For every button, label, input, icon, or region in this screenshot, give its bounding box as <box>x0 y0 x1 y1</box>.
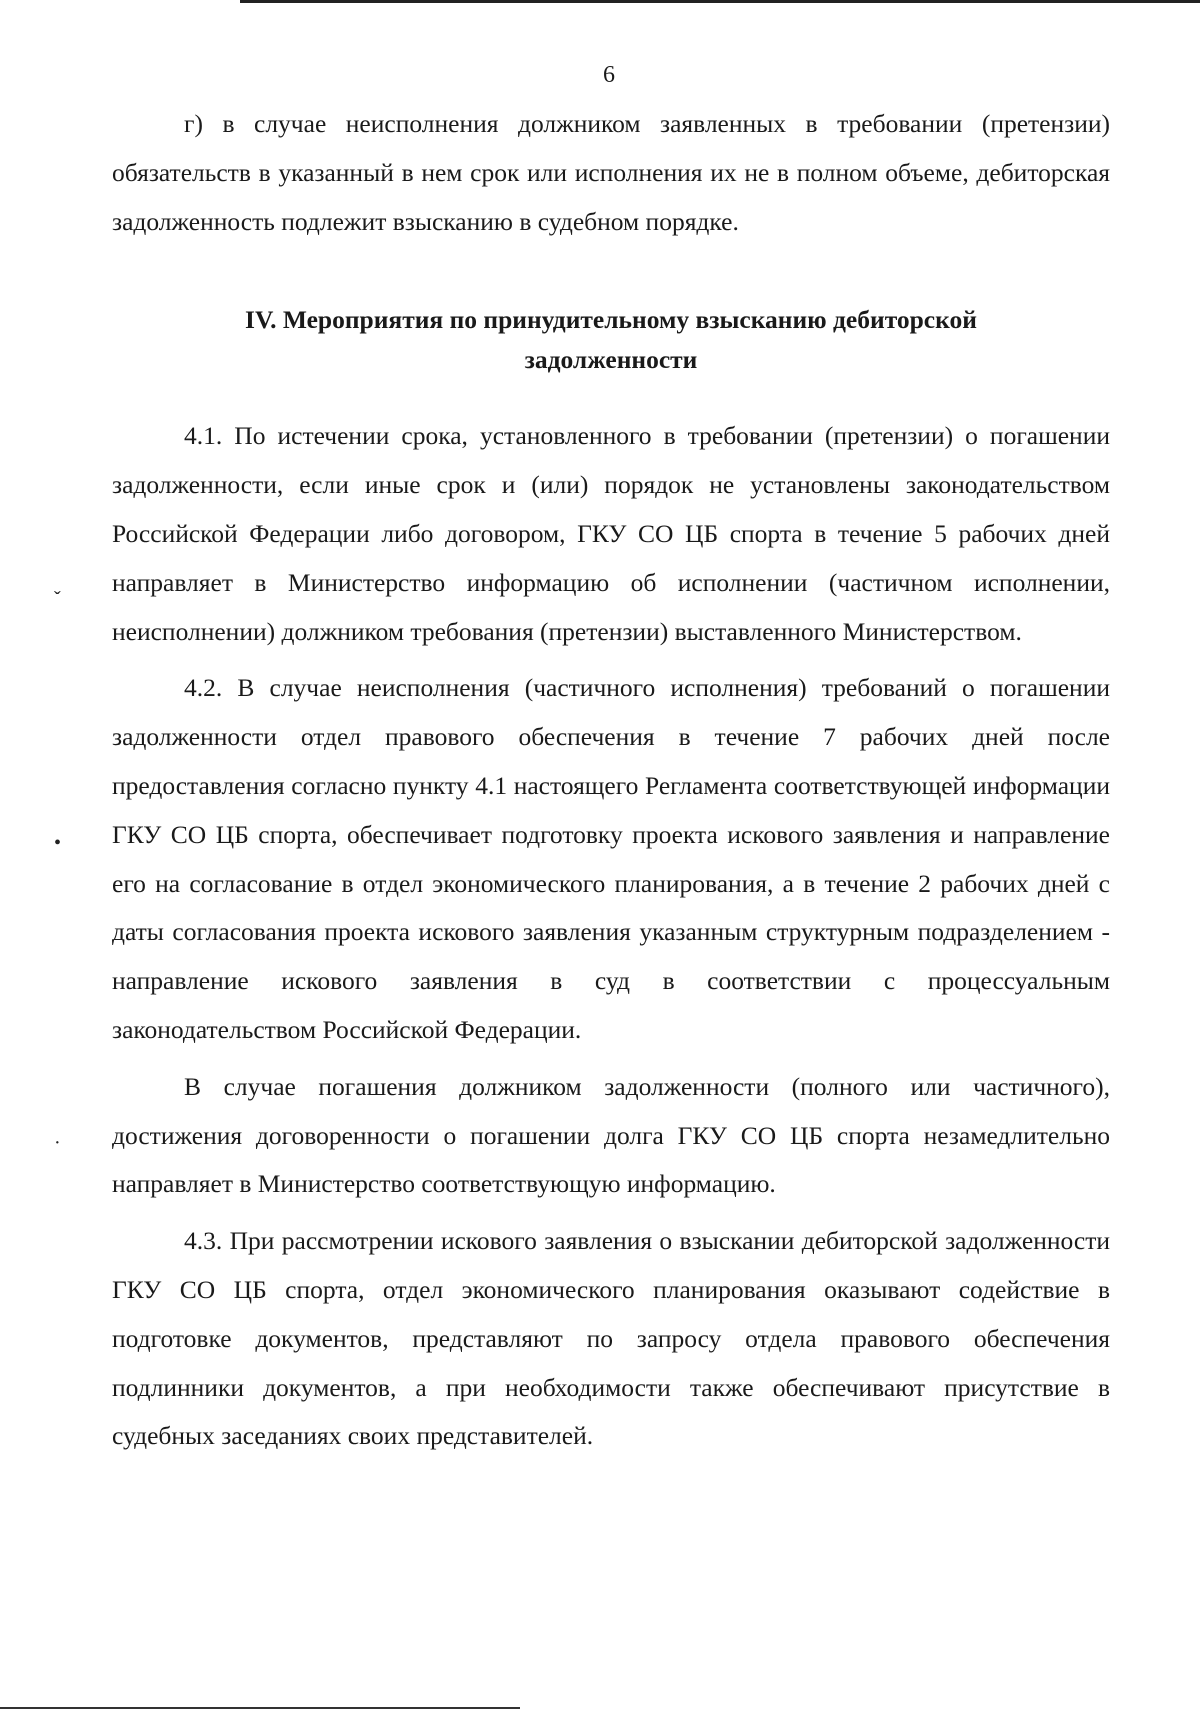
document-body <box>112 100 1110 1461</box>
page-number: 6 <box>603 62 615 88</box>
margin-mark: · <box>54 1132 61 1154</box>
paragraph-4-1: 4.1. По истечении срока, установленного в требовании (претензии) о погашении задолженности, если иные срок и (или) порядок не установлены законодательством Российской Федерации либо договором, ГКУ СО ЦБ спорта в течение 5 рабочих дней направляет в Министерство информацию об исполнении (частичном исполнении, неисполнении) должником требования (претензии) выставленного Министерством. <box>112 421 1110 646</box>
section-heading: IV. Мероприятия по принудительному взысканию дебиторской задолженности <box>245 305 977 375</box>
scan-edge-top <box>240 0 1200 3</box>
paragraph-subitem-g: г) в случае неисполнения должником заявленных в требовании (претензии) обязательств в указанный в нем срок или исполнения их не в полном объеме, дебиторская задолженность подлежит взысканию в судебном порядке. <box>112 109 1110 236</box>
margin-mark: • <box>54 832 62 854</box>
margin-mark: ˇ <box>54 588 61 610</box>
paragraph-4-2: 4.2. В случае неисполнения (частичного исполнения) требований о погашении задолженности отдел правового обеспечения в течение 7 рабочих дней после предоставления согласно пункту 4.1 настоящего Регламента соответствующей информации ГКУ СО ЦБ спорта, обеспечивает подготовку проекта искового заявления и направление его на согласование в отдел экономического планирования, а в течение 2 рабочих дней с даты согласования проекта искового заявления указанным структурным подразделением - направление искового заявления в суд в соответствии с процессуальным законодательством Российской Федерации. <box>112 673 1110 1044</box>
paragraph-4-2-continued: В случае погашения должником задолженности (полного или частичного), достижения договоренности о погашении долга ГКУ СО ЦБ спорта незамедлительно направляет в Министерство соответствующую информацию. <box>112 1071 1110 1199</box>
paragraph-4-3: 4.3. При рассмотрении искового заявления о взыскании дебиторской задолженности ГКУ СО ЦБ спорта, отдел экономического планирования оказывают содействие в подготовке документов, представляют по запросу отдела правового обеспечения подлинники документов, а при необходимости также обеспечивают присутствие в судебных заседаниях своих представителей. <box>112 1226 1110 1451</box>
